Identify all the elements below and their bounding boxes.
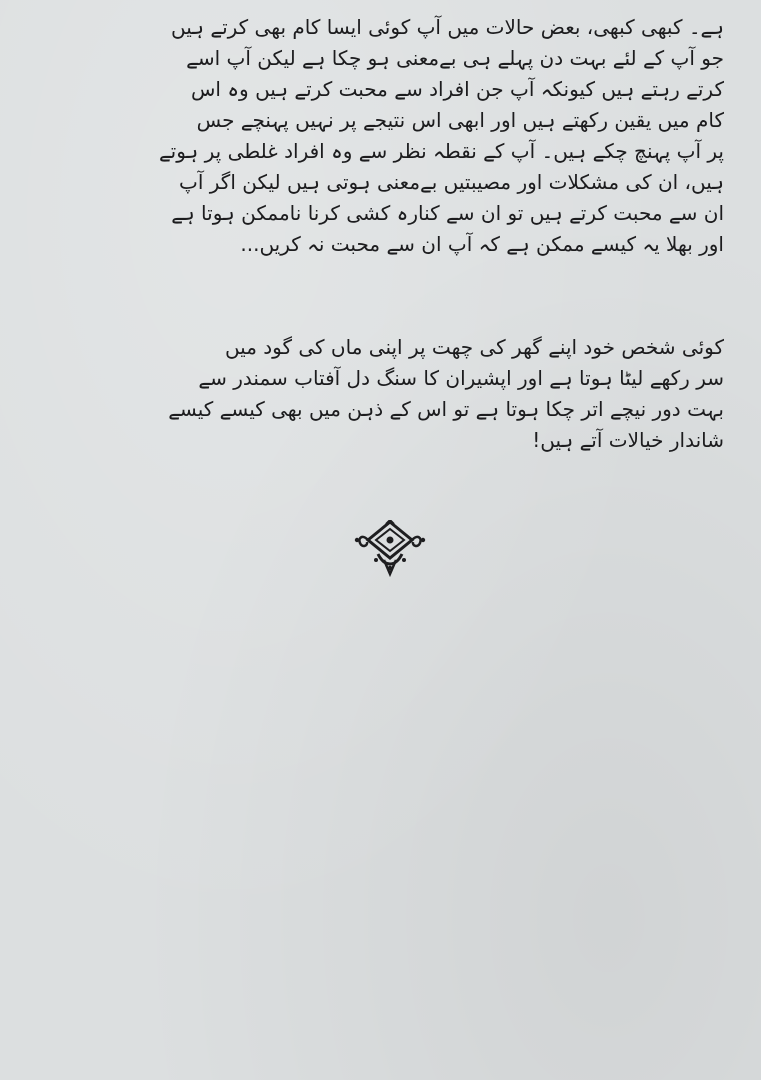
paragraph-2 [38, 332, 724, 456]
floral-ornament-icon [354, 520, 426, 578]
text-line: سر رکھے لیٹا ہوتا ہے اور اپشیران کا سنگ دل آفتاب سمندر سے [198, 366, 724, 390]
text-line: ان سے محبت کرتے ہیں تو ان سے کنارہ کشی کرنا ناممکن ہوتا ہے [171, 201, 724, 225]
text-line: جو آپ کے لئے بہت دن پہلے ہی بےمعنی ہو چکا ہے لیکن آپ اسے [186, 46, 724, 70]
text-line: ہے۔ کبھی کبھی، بعض حالات میں آپ کوئی ایسا کام بھی کرتے ہیں [171, 15, 724, 39]
text-line: کام میں یقین رکھتے ہیں اور ابھی اس نتیجے پر نہیں پہنچے جس [196, 108, 724, 132]
text-line: بہت دور نیچے اتر چکا ہوتا ہے تو اس کے ذہن میں بھی کیسے کیسے [168, 397, 724, 421]
text-line: اور بھلا یہ کیسے ممکن ہے کہ آپ ان سے محبت نہ کریں... [240, 232, 724, 256]
text-line: پر آپ پہنچ چکے ہیں۔ آپ کے نقطہ نظر سے وہ افراد غلطی پر ہوتے [158, 139, 724, 163]
text-line: کرتے رہتے ہیں کیونکہ آپ جن افراد سے محبت کرتے ہیں وہ اس [191, 77, 724, 101]
text-line: کوئی شخص خود اپنے گھر کی چھت پر اپنی ماں کی گود میں [224, 335, 724, 359]
paragraph-1 [38, 12, 724, 260]
text-line: شاندار خیالات آتے ہیں! [532, 428, 724, 452]
text-line: ہیں، ان کی مشکلات اور مصیبتیں بےمعنی ہوتی ہیں لیکن اگر آپ [179, 170, 724, 194]
